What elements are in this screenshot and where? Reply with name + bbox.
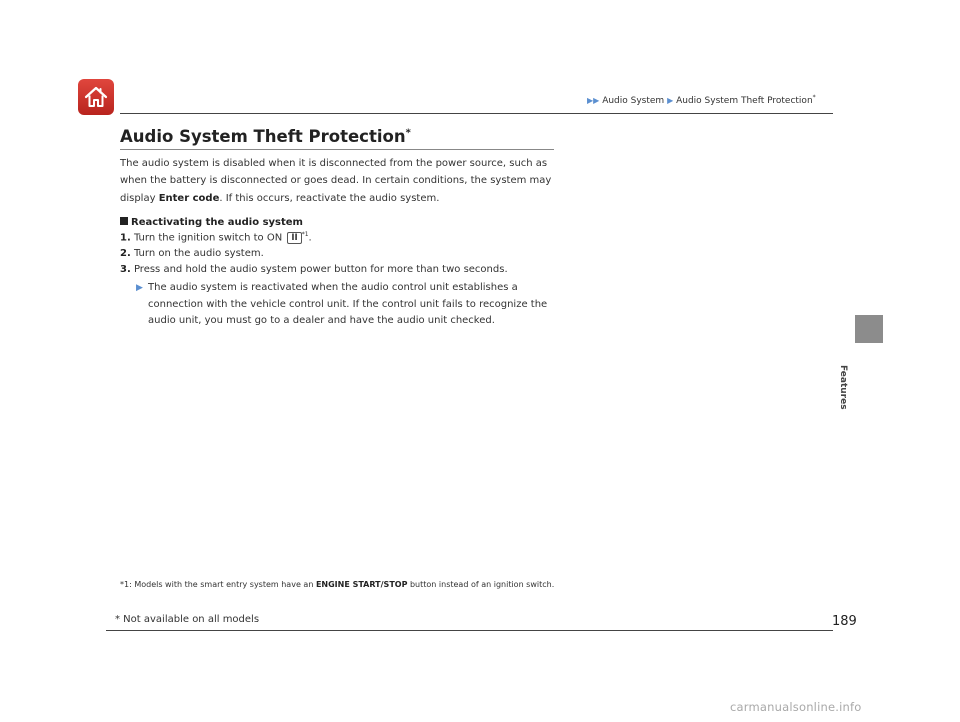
- breadcrumb: [587, 94, 816, 106]
- step-end: .: [308, 232, 312, 244]
- footnote-text-1: *1: Models with the smart entry system have an: [120, 580, 316, 589]
- breadcrumb-current: Audio System Theft Protection: [676, 96, 813, 106]
- step-number: 2.: [120, 248, 131, 259]
- footnote-text-2: button instead of an ignition switch.: [407, 580, 555, 589]
- step-2: [120, 248, 264, 259]
- step-text: Turn on the audio system.: [133, 248, 264, 259]
- step-1: [120, 231, 312, 244]
- features-section-label: Features: [838, 365, 848, 410]
- step-text: Press and hold the audio system power button for more than two seconds.: [133, 264, 508, 275]
- home-button[interactable]: [78, 79, 114, 115]
- engine-start-stop-label: ENGINE START/STOP: [315, 580, 408, 589]
- intro-text-1: The audio system is disabled when it is disconnected from the power source, such as when the battery is disconnected or goes dead. In certain conditions, the system may display: [120, 158, 552, 204]
- breadcrumb-arrow-icon: ▶: [667, 96, 674, 105]
- footnote-ref: *1: [301, 231, 309, 238]
- step-result: [136, 280, 566, 330]
- breadcrumb-arrow-icon: ▶▶: [587, 96, 600, 105]
- footnote: [120, 577, 560, 593]
- section-heading: [120, 217, 303, 228]
- section-heading-text: Reactivating the audio system: [131, 217, 303, 228]
- home-icon: [83, 84, 109, 110]
- title-divider: [120, 149, 554, 150]
- square-bullet-icon: [120, 217, 128, 225]
- step-text: Turn the ignition switch to ON: [133, 232, 286, 244]
- page-title-mark: *: [405, 127, 411, 139]
- step-result-text: The audio system is reactivated when the audio control unit establishes a connection with the vehicle control unit. If the control unit fails to recognize the audio unit, you must go to a dealer and have the audio unit checked.: [148, 282, 548, 326]
- watermark: carmanualsonline.info: [730, 700, 862, 714]
- footer-divider: [106, 630, 833, 631]
- header-divider: [120, 113, 833, 114]
- step-number: 1.: [120, 232, 131, 244]
- intro-paragraph: [120, 155, 560, 207]
- features-section-tab[interactable]: [855, 315, 883, 343]
- step-number: 3.: [120, 264, 131, 275]
- ignition-position-key-icon: II: [287, 232, 301, 244]
- intro-text-2: . If this occurs, reactivate the audio system.: [219, 192, 440, 204]
- enter-code-text: Enter code: [158, 192, 220, 204]
- page-title: [120, 127, 411, 146]
- breadcrumb-section-link[interactable]: Audio System: [602, 96, 665, 106]
- result-arrow-icon: ▶: [136, 283, 143, 293]
- page-title-text: Audio System Theft Protection: [120, 127, 406, 146]
- breadcrumb-mark: *: [812, 94, 816, 101]
- page-number: 189: [832, 614, 857, 629]
- step-3: [120, 264, 508, 275]
- availability-note: * Not available on all models: [115, 614, 260, 625]
